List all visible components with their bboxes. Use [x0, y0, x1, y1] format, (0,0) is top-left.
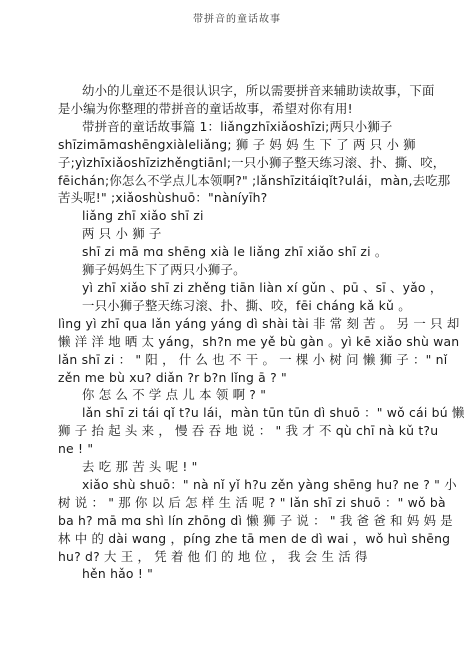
body-line: xiǎo shù shuō：" nà nǐ yǐ h?u zěn yàng shēng hu? ne ? " 小 [82, 476, 457, 492]
body-line: 两 只 小 狮 子 [82, 226, 162, 242]
body-line: liǎng zhī xiǎo shī zi [82, 208, 204, 224]
body-line: ba h? mā mɑ shì lín zhōng dì 懒 狮 子 说 ： " 我 爸 爸 和 妈 妈 是 [58, 512, 453, 528]
body-line: 子;yìzhīxiǎoshīzizhěngtiānl;一只小狮子整天练习滚、扑、撕、咬， [58, 154, 446, 170]
body-line: 林 中 的 dài wɑng ，píng zhe tā men de dì wai ，wǒ huì shēng [58, 530, 451, 546]
body-line: 一只小狮子整天练习滚、扑、撕、咬，fēi cháng kǎ kǔ 。 [82, 297, 411, 313]
body-line: yì zhī xiǎo shī zi zhěng tiān liàn xí gǔn 、pū 、sī 、yǎo ， [82, 279, 443, 295]
body-line: 幼小的儿童还不是很认识字，所以需要拼音来辅助读故事，下面 [82, 83, 435, 98]
document-body [58, 82, 465, 583]
body-line: 带拼音的童话故事篇 1：liǎngzhīxiǎoshīzi;两只小狮子 [82, 118, 393, 134]
body-line: 狮 子 抬 起 头 来 ， 慢 吞 吞 地 说 ： " 我 才 不 qù chī nà kǔ t?u [58, 423, 439, 439]
body-line: lìng yì zhī qua lǎn yáng yáng dì shài tài 非 常 刻 苦 。 另 一 只 却 [58, 315, 460, 331]
body-line: 狮子妈妈生下了两只小狮子。 [82, 262, 246, 278]
body-line: hěn hǎo ! " [82, 566, 154, 582]
body-line: 你 怎 么 不 学 点 儿 本 领 啊 ? " [82, 387, 267, 403]
body-line: lǎn shī zi tái qǐ t?u lái，màn tūn tūn dì shuō ：" wǒ cái bú 懒 [82, 405, 465, 421]
body-line: ne ! " [58, 441, 94, 457]
body-line: shīzimāmɑshēngxiàleliǎng; 狮 子 妈 妈 生 下 了 两 只 小 狮 [58, 136, 416, 152]
body-line: hu? d? 大 王 ， 凭 着 他 们 的 地 位 ， 我 会 生 活 得 [58, 548, 368, 564]
body-line: 苦头呢!" ;xiǎoshùshuō："nàníyīh? [58, 190, 268, 206]
body-line: 是小编为你整理的带拼音的童话故事，希望对你有用! [58, 100, 353, 116]
document-title: 带拼音的童话故事 [193, 14, 281, 25]
body-line: lǎn shī zi ： " 阳 ， 什 么 也 不 干 。 一 棵 小 树 问 懒 狮 子 ：" nǐ [58, 351, 448, 367]
body-line: 树 说 ： " 那 你 以 后 怎 样 生 活 呢 ? " lǎn shī zi shuō ：" wǒ bà [58, 494, 446, 510]
body-line: zěn me bù xu? diǎn ?r b?n lǐng ā ? " [58, 369, 287, 385]
body-line: fēichán;你怎么不学点儿本领啊?" ;lǎnshīzitáiqǐt?ulái，màn,去吃那 [58, 172, 451, 188]
body-line: shī zi mā mɑ shēng xià le liǎng zhī xiǎo shī zi 。 [82, 244, 388, 260]
body-line: 懒 洋 洋 地 晒 太 yáng，sh?n me yě bù gàn 。yì kē xiǎo shù wan [58, 333, 460, 349]
body-line: 去 吃 那 苦 头 呢 ! " [82, 459, 198, 475]
